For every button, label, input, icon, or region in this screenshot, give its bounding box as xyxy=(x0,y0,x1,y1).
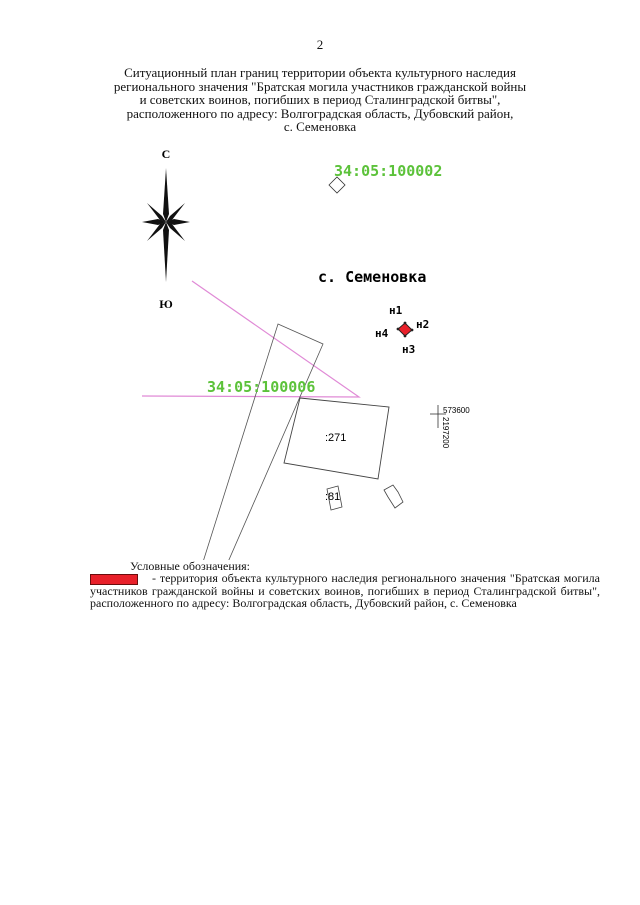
point-label-n2: н2 xyxy=(416,318,430,331)
title-line: расположенного по адресу: Волгоградская область, Дубовский район, xyxy=(126,105,514,121)
title-line: и советских воинов, погибших в период Сталинградской битвы", xyxy=(139,92,501,107)
legend-title: Условные обозначения: xyxy=(130,559,251,573)
building-outline xyxy=(384,485,403,508)
title-line: Ситуационный план границ территории объекта культурного наследия xyxy=(124,65,516,80)
parcel-label-271: :271 xyxy=(325,432,347,444)
point-label-n1: н1 xyxy=(389,304,403,317)
heritage-object-marker xyxy=(397,322,414,338)
quarter-label-north: 34:05:100002 xyxy=(334,162,443,180)
legend-description: - территория объекта культурного наследия регионального значения "Братская могила участников гражданской войны и советских воинов, погибших в период Сталинградской битвы", расположенного по адресу: Волгоградская область, Дубовский район, с. Семеновка xyxy=(90,571,600,610)
settlement-label: с. Семеновка xyxy=(318,268,427,286)
point-label-n4: н4 xyxy=(375,327,389,340)
title-line: с. Семеновка xyxy=(283,119,357,134)
compass-south-label: Ю xyxy=(159,297,173,311)
point-label-n3: н3 xyxy=(402,343,416,356)
grid-y-label: 2197200 xyxy=(441,417,450,449)
parcel-label-81: :81 xyxy=(325,491,341,503)
quarter-label-main: 34:05:100006 xyxy=(207,378,316,396)
title-line: регионального значения "Братская могила участников гражданской войны xyxy=(113,78,527,94)
grid-x-label: 573600 xyxy=(443,406,470,415)
page-number: 2 xyxy=(316,37,324,52)
compass-rose-icon xyxy=(142,168,190,282)
compass-north-label: С xyxy=(161,147,171,161)
